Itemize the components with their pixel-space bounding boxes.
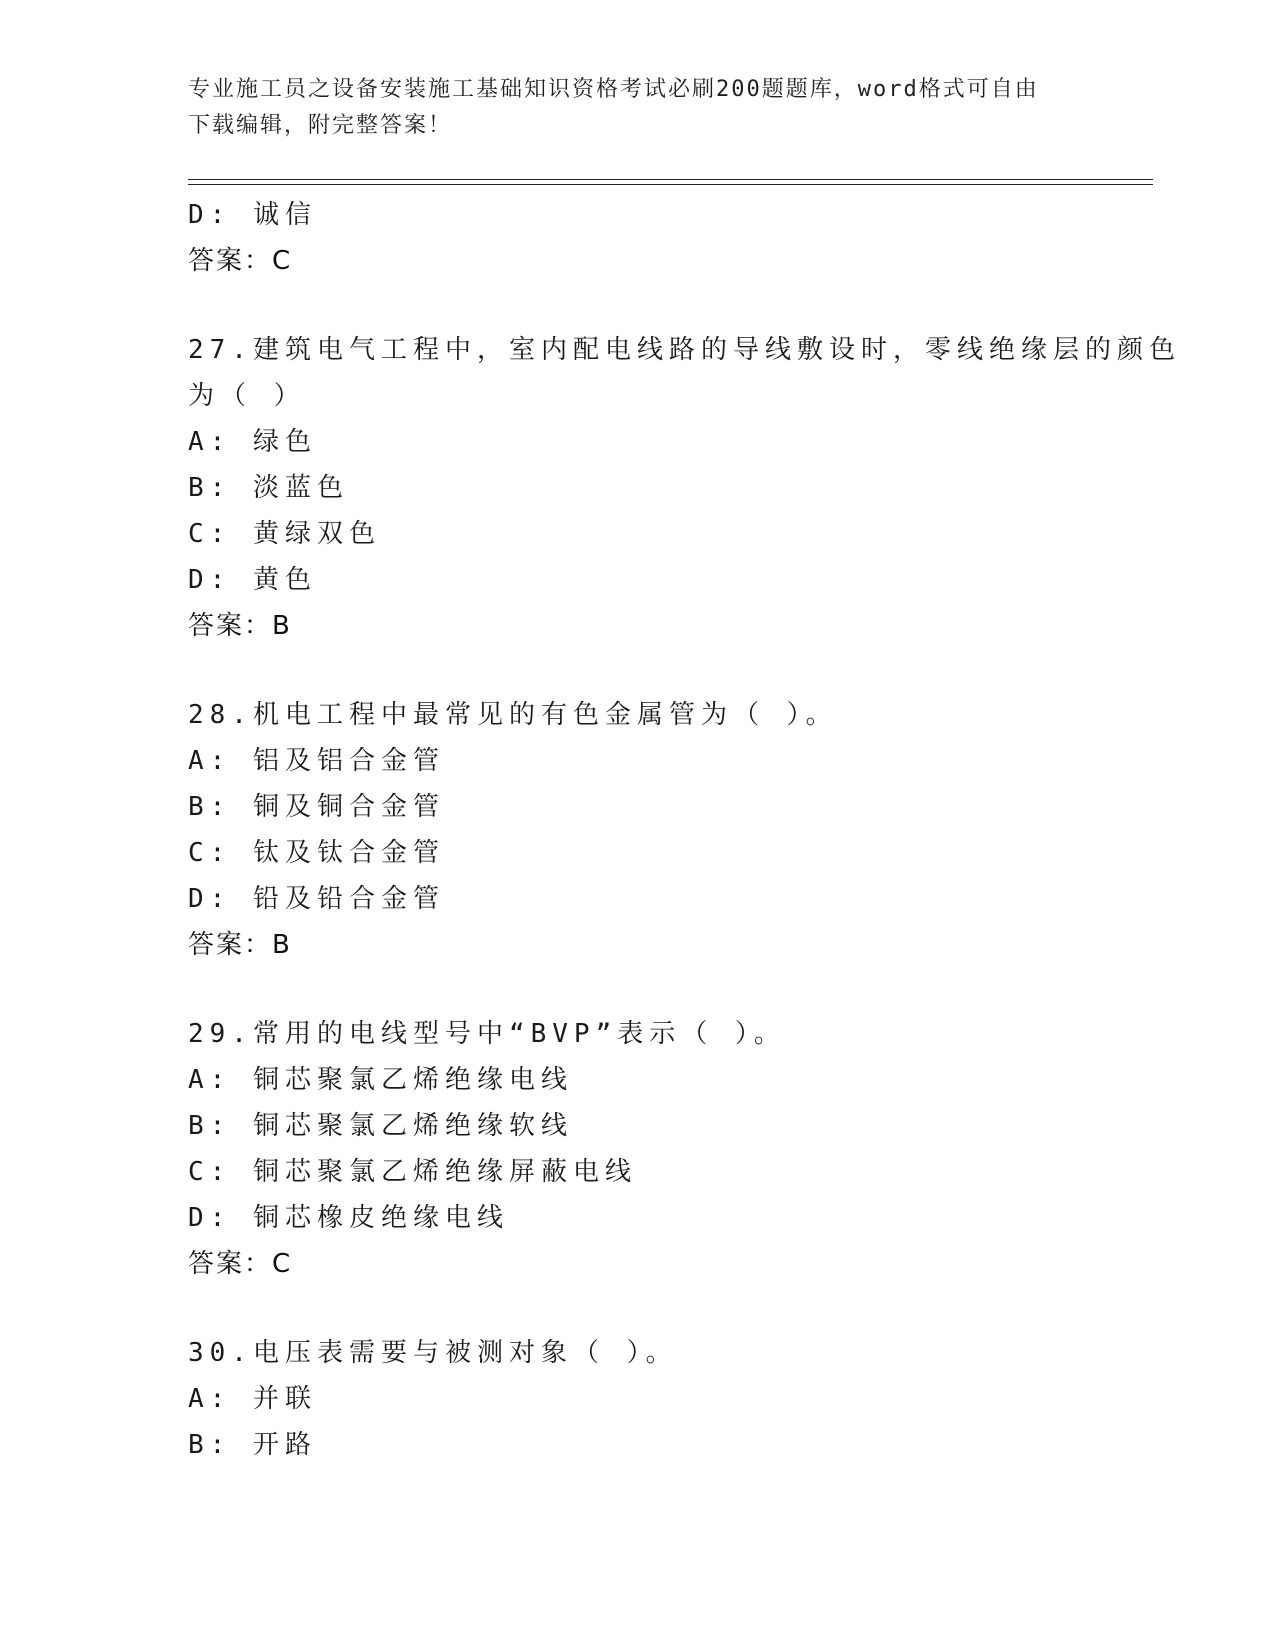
option-c: C: 铜芯聚氯乙烯绝缘屏蔽电线: [188, 1157, 637, 1187]
question-stem-line-1: 28.机电工程中最常见的有色金属管为（ ）。: [188, 700, 838, 730]
question-27: [188, 327, 1181, 649]
option-a: A: 并联: [188, 1384, 317, 1414]
option-d: D: 铜芯橡皮绝缘电线: [188, 1203, 509, 1233]
spacer: [188, 1287, 1088, 1330]
header-divider-top: [188, 179, 1153, 180]
option-b: B: 铜及铜合金管: [188, 792, 445, 822]
question-stem-line-2: 为（ ）: [188, 381, 306, 411]
spacer: [188, 649, 1088, 692]
question-stem-line-1: 29.常用的电线型号中“BVP”表示（ ）。: [188, 1019, 786, 1049]
spacer: [188, 968, 1088, 1011]
question-stem-line-1: 27.建筑电气工程中，室内配电线路的导线敷设时，零线绝缘层的颜色: [188, 335, 1181, 365]
answer-line: 答案：B: [188, 611, 292, 641]
option-d: D: 诚信: [188, 200, 317, 230]
option-a: A: 绿色: [188, 427, 317, 457]
option-d: D: 黄色: [188, 565, 317, 595]
option-b: B: 开路: [188, 1430, 317, 1460]
question-stem-line-1: 30.电压表需要与被测对象（ ）。: [188, 1338, 678, 1368]
question-29: [188, 1011, 1088, 1287]
option-b: B: 淡蓝色: [188, 473, 349, 503]
document-header: [188, 72, 1068, 144]
header-divider-bottom: [188, 184, 1153, 185]
header-title-line-2: 下载编辑，附完整答案！: [188, 113, 453, 138]
header-title-line-1: 专业施工员之设备安装施工基础知识资格考试必刷200题题库，word格式可自由: [188, 77, 1039, 102]
question-30: [188, 1330, 1088, 1468]
question-body: [188, 192, 1181, 1468]
option-d: D: 铅及铅合金管: [188, 884, 445, 914]
option-b: B: 铜芯聚氯乙烯绝缘软线: [188, 1111, 573, 1141]
option-c: C: 黄绿双色: [188, 519, 381, 549]
spacer: [188, 284, 1088, 327]
option-c: C: 钛及钛合金管: [188, 838, 445, 868]
answer-line: 答案：B: [188, 930, 292, 960]
option-a: A: 铝及铝合金管: [188, 746, 445, 776]
answer-line: 答案：C: [188, 1249, 293, 1279]
option-a: A: 铜芯聚氯乙烯绝缘电线: [188, 1065, 573, 1095]
question-28: [188, 692, 1088, 968]
answer-line: 答案：C: [188, 246, 293, 276]
